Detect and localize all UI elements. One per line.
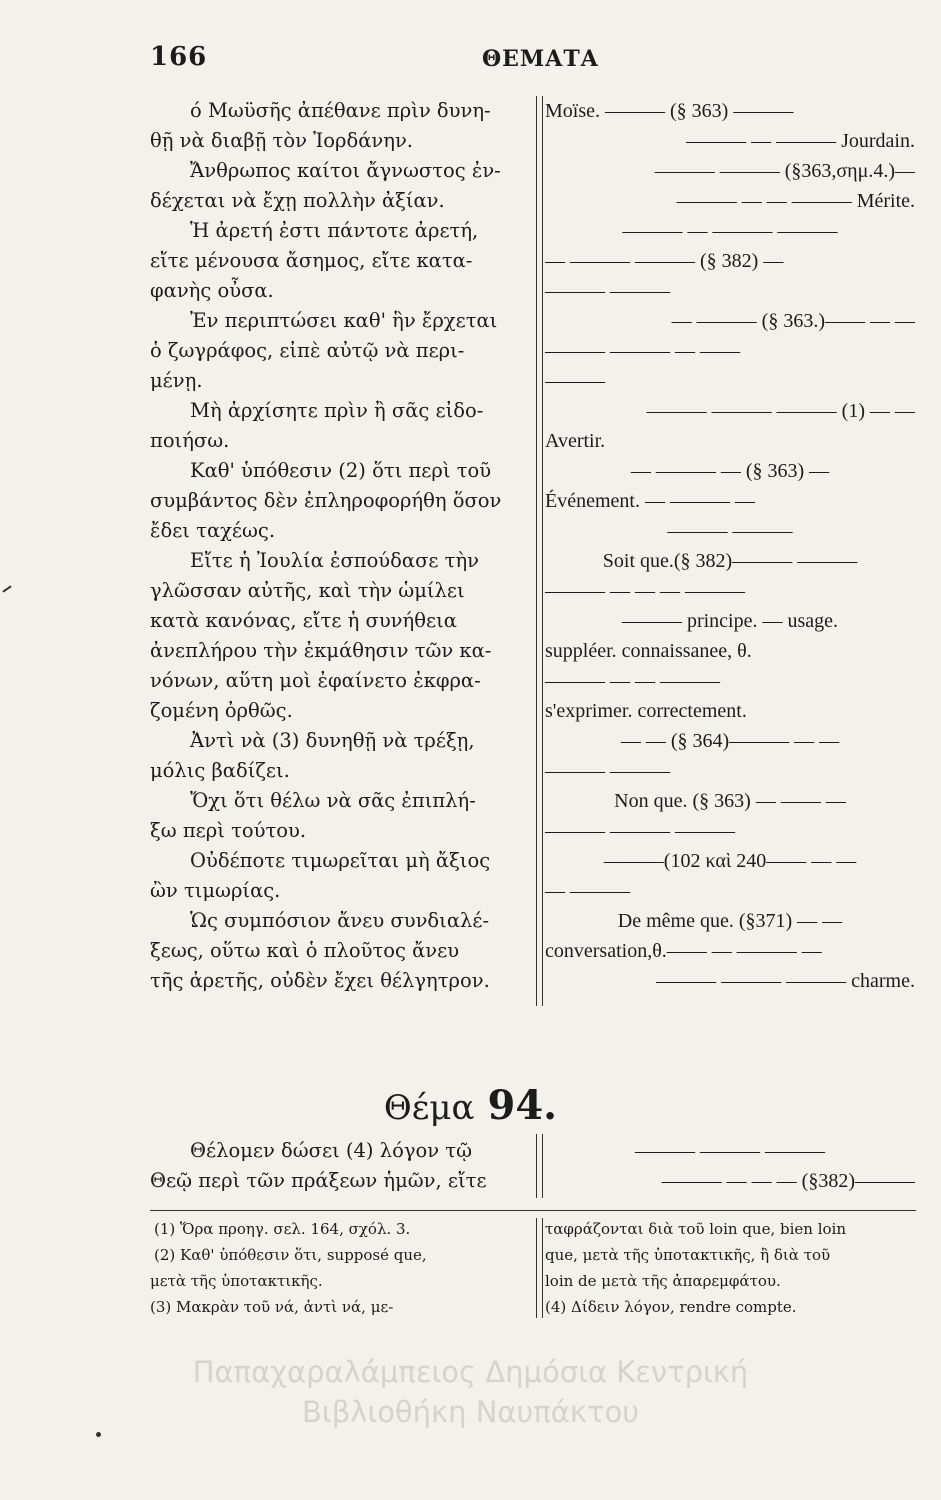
greek-text-column: [150, 96, 532, 996]
theme94-french-equivalents: [545, 1136, 915, 1196]
library-watermark: [0, 1352, 941, 1432]
text-line: ——— — — — (§382)———: [661, 1170, 915, 1192]
theme-heading-word: Θέμα: [383, 1088, 475, 1128]
column-divider: [536, 1134, 543, 1198]
footnote: que, μετὰ τῆς ὑποτακτικῆς, ἢ διὰ τοῦ: [545, 1246, 831, 1264]
text-line: Εἴτε ἡ Ἰουλία ἐσπούδασε τὴν: [190, 549, 480, 572]
footnote: (3) Μακρὰν τοῦ νά, ἀντὶ νά, με-: [150, 1298, 394, 1316]
text-line: ——— — ——— ———: [622, 220, 838, 242]
text-line: ἀνεπλήρου τὴν ἐκμάθησιν τῶν κα-: [150, 639, 492, 662]
text-line: ποιήσω.: [150, 429, 230, 452]
text-line: ——— ——— ———: [635, 1140, 825, 1162]
text-line: δέχεται νὰ ἔχῃ πολλὴν ἀξίαν.: [150, 189, 445, 212]
text-line: ἔδει ταχέως.: [150, 519, 276, 542]
text-line: Ἄνθρωπος καίτοι ἄγνωστος ἐν-: [190, 159, 501, 182]
french-equivalents-column: [545, 96, 915, 996]
ink-dot: [96, 1432, 101, 1437]
running-title: ΘΕΜΑΤΑ: [482, 46, 599, 72]
watermark-line: Παπαχαραλάμπειος Δημόσια Κεντρική: [192, 1355, 749, 1389]
text-line: — ——— — (§ 363) —: [630, 460, 830, 482]
theme-heading: [0, 1082, 941, 1129]
footnote: μετὰ τῆς ὑποτακτικῆς.: [150, 1272, 323, 1290]
text-line: Θέλομεν δώσει (4) λόγον τῷ: [190, 1139, 472, 1162]
text-line: Ἡ ἀρετή ἐστι πάντοτε ἀρετή,: [190, 219, 479, 242]
footnote-separator: [150, 1210, 916, 1211]
text-line: ζομένη ὀρθῶς.: [150, 699, 293, 722]
text-line: ——— — ——— Jourdain.: [686, 130, 915, 152]
text-line: μόλις βαδίζει.: [150, 759, 290, 782]
text-line: ξω περὶ τούτου.: [150, 819, 307, 842]
text-line: s'exprimer. correctement.: [545, 700, 747, 722]
text-line: — ———: [545, 880, 630, 902]
text-line: ξεως, οὕτω καὶ ὁ πλοῦτος ἄνευ: [150, 939, 460, 962]
text-line: ———(102 καὶ 240—— — —: [603, 850, 857, 872]
text-line: Avertir.: [545, 430, 606, 452]
text-line: ——— ———: [667, 520, 793, 542]
text-line: ——— ——— ——— (1) — —: [646, 400, 915, 422]
watermark-line: Βιβλιοθήκη Ναυπάκτου: [302, 1395, 639, 1429]
footnote: loin de μετὰ τῆς ἀπαρεμφάτου.: [545, 1272, 781, 1290]
text-line: ——— principe. — usage.: [621, 610, 839, 632]
text-line: De même que. (§371) — —: [617, 910, 843, 932]
footnote: (4) Δίδειν λόγον, rendre compte.: [545, 1298, 797, 1316]
text-line: ——— ——— ——— charme.: [656, 970, 915, 992]
footnote: (2) Καθ' ὑπόθεσιν ὅτι, supposé que,: [154, 1246, 427, 1264]
text-line: ——— ——— ———: [545, 820, 735, 842]
text-line: — ——— (§ 363.)—— — —: [671, 310, 915, 332]
text-line: ——— — — ——— Mérite.: [676, 190, 915, 212]
text-line: ——— — — ———: [545, 670, 720, 692]
text-line: ——— — — — ———: [545, 580, 745, 602]
text-line: γλῶσσαν αὐτῆς, καὶ τὴν ὡμίλει: [150, 579, 465, 602]
text-line: ——— ——— (§363,σημ.4.)—: [654, 160, 915, 182]
text-line: μένῃ.: [150, 369, 203, 392]
footnotes-right: [545, 1216, 915, 1320]
text-line: — ——— ——— (§ 382) —: [545, 250, 784, 272]
page-number: 166: [150, 42, 208, 72]
text-line: ό Μωϋσῆς ἀπέθανε πρὶν δυνη-: [190, 99, 491, 122]
text-line: ὢν τιμωρίας.: [150, 879, 281, 902]
text-line: νόνων, αὕτη μοὶ ἐφαίνετο ἐκφρα-: [150, 669, 481, 692]
text-line: θῇ νὰ διαβῇ τὸν Ἰορδάνην.: [150, 129, 413, 152]
column-divider: [536, 96, 543, 1006]
text-line: ὁ ζωγράφος, εἰπὲ αὐτῷ νὰ περι-: [150, 339, 465, 362]
text-line: τῆς ἀρετῆς, οὐδὲν ἔχει θέλγητρον.: [150, 969, 490, 992]
text-line: Ὄχι ὅτι θέλω νὰ σᾶς ἐπιπλή-: [190, 789, 476, 812]
text-line: Ἐν περιπτώσει καθ' ἣν ἔρχεται: [190, 309, 498, 332]
text-line: κατὰ κανόνας, εἴτε ἡ συνήθεια: [150, 609, 457, 632]
footnote: (1) Ὅρα προηγ. σελ. 164, σχόλ. 3.: [154, 1220, 411, 1238]
text-line: Non que. (§ 363) — —— —: [614, 790, 846, 812]
text-line: Ὡς συμπόσιον ἄνευ συνδιαλέ-: [190, 909, 490, 932]
theme-heading-number: 94.: [487, 1082, 558, 1129]
text-line: Οὐδέποτε τιμωρεῖται μὴ ἄξιος: [190, 849, 491, 872]
text-line: Moïse. ——— (§ 363) ———: [545, 100, 794, 122]
text-line: Θεῷ περὶ τῶν πράξεων ἡμῶν, εἴτε: [150, 1169, 487, 1192]
footnote: ταφράζονται διὰ τοῦ loin que, bien loin: [545, 1220, 846, 1238]
text-line: φανὴς οὖσα.: [150, 279, 274, 302]
running-head: [0, 42, 941, 82]
text-line: ——— ———: [545, 760, 670, 782]
text-line: Soit que.(§ 382)——— ———: [602, 550, 858, 572]
text-line: ——— ———: [545, 280, 670, 302]
text-line: Μὴ ἀρχίσητε πρὶν ἢ σᾶς εἰδο-: [190, 399, 484, 422]
text-line: — — (§ 364)——— — —: [620, 730, 840, 752]
page-edge-mark: [2, 585, 11, 592]
text-line: ———: [545, 370, 605, 392]
text-line: conversation,θ.—— — ——— —: [545, 940, 822, 962]
text-line: συμβάντος δὲν ἐπληροφορήθη ὅσον: [150, 489, 502, 512]
text-line: ——— ——— — ——: [545, 340, 740, 362]
footnote-divider: [536, 1218, 543, 1318]
text-line: εἴτε μένουσα ἄσημος, εἴτε κατα-: [150, 249, 473, 272]
theme94-greek-text: [150, 1136, 532, 1196]
text-line: Καθ' ὑπόθεσιν (2) ὅτι περὶ τοῦ: [190, 459, 492, 482]
text-line: suppléer. connaissanee, θ.: [545, 640, 752, 662]
text-line: Ἀντὶ νὰ (3) δυνηθῇ νὰ τρέξῃ,: [190, 729, 475, 752]
text-line: Événement. — ——— —: [545, 490, 755, 512]
footnotes-left: [150, 1216, 532, 1320]
